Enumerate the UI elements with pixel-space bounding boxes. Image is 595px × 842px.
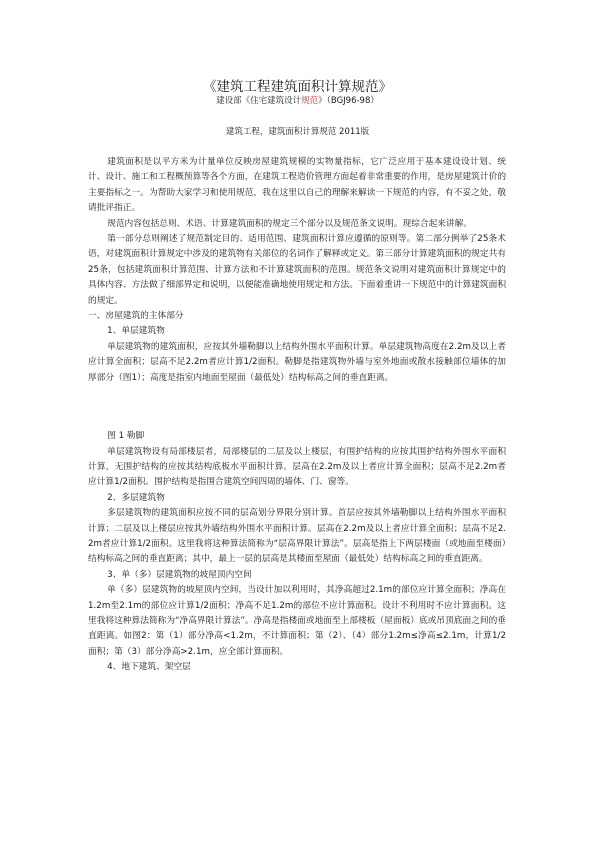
document-subtitle	[0, 95, 595, 107]
body-paragraph: 多层建筑物的建筑面积应按不同的层高划分界限分别计算。首层应按其外墙勒脚以上结构外围水平面积计算；二层及以上楼层应按其外墙结构外围水平面积计算。层高在2.2m及以上者应计算全面积；层高不足2.2m者应计算1/2面积。这里我将这种算法简称为“层高界限计算法”。层高是指上下两层楼面（或地面至楼面）结构标高之间的垂直距离；其中，最上一层的层高是其楼面至屋面（最低处）结构标高之间的垂直距离。	[88, 508, 506, 565]
subtitle-prefix: 建设部《住宅建筑设计	[216, 96, 302, 106]
section-heading: 一、房屋建筑的主体部分	[88, 311, 184, 322]
document-title: 《建筑工程建筑面积计算规范》	[203, 79, 392, 95]
intro-paragraph: 建筑面积是以平方米为计量单位反映房屋建筑规模的实物量指标，它广泛应用于基本建设设计划、统计、设计、施工和工程概预算等各个方面，在建筑工程造价管理方面起着非常重要的作用，是房屋建筑计价的主要指标之一。为帮助大家学习和使用规范，我在这里以自己的理解来解读一下规范的内容，有不妥之处，敬请批评指正。	[88, 157, 506, 214]
body-paragraph: 单层建筑物的建筑面积，应按其外墙勒脚以上结构外围水平面积计算。单层建筑物高度在2.2m及以上者应计算全面积；层高不足2.2m者应计算1/2面积。勒脚是指建筑物外墙与室外地面或散水接触部位墙体的加厚部分（图1）；高度是指室内地面至屋面（最低处）结构标高之间的垂直距离。	[88, 341, 506, 383]
document-body	[88, 155, 506, 676]
figure-space	[88, 386, 506, 429]
subsection-heading: 4、地下建筑、架空层	[107, 662, 191, 673]
subsection-heading: 3、单（多）层建筑物的坡屋顶内空间	[107, 569, 252, 580]
intro-paragraph: 第一部分总则阐述了规范制定目的、适用范围、建筑面积计算应遵循的原则等。第二部分例举了25条术语，对建筑面积计算规定中涉及的建筑物有关部位的名词作了解释或定义。第三部分计算建筑面积的规定共有25条，包括建筑面积计算范围、计算方法和不计算建筑面积的范围。规范条文说明对建筑面积计算规定中的具体内容、方法做了细部界定和说明，以便能准确地使用规定和方法。下面着重讲一下规范中的计算建筑面积的规定。	[88, 234, 506, 306]
body-paragraph: 单层建筑物设有局部楼层者，局部楼层的二层及以上楼层，有围护结构的应按其围护结构外围水平面积计算，无围护结构的应按其结构底板水平面积计算。层高在2.2m及以上者应计算全面积；层高不足2.2m者应计算1/2面积。围护结构是指围合建筑空间四周的墙体、门、窗等。	[88, 446, 506, 488]
version-line: 建筑工程，建筑面积计算规范 2011版	[225, 127, 370, 137]
intro-paragraph: 规范内容包括总则、术语、计算建筑面积的规定三个部分以及规范条文说明。现综合起来讲解。	[107, 218, 472, 229]
subtitle-suffix: 》（BGJ96-98）	[318, 96, 379, 106]
subtitle-highlight: 规范	[301, 96, 319, 106]
subsection-heading: 1、单层建筑物	[107, 326, 165, 337]
body-paragraph: 单（多）层建筑物的坡屋顶内空间，当设计加以利用时，其净高超过2.1m的部位应计算全面积；净高在1.2m至2.1m的部位应计算1/2面积；净高不足1.2m的部位不应计算面积。设计不利用时不应计算面积。这里我将这种算法简称为“净高界限计算法”。净高是指楼面或地面至上部楼板（屋面板）底或吊顶底面之间的垂直距离。如图2：第（1）部分净高<1.2m，不计算面积；第（2）、（4）部分1.2m≤净高≤2.1m，计算1/2面积；第（3）部分净高>2.1m，应全部计算面积。	[88, 585, 506, 657]
figure-caption: 图 1 勒脚	[107, 431, 145, 442]
subsection-heading: 2、多层建筑物	[107, 492, 165, 503]
